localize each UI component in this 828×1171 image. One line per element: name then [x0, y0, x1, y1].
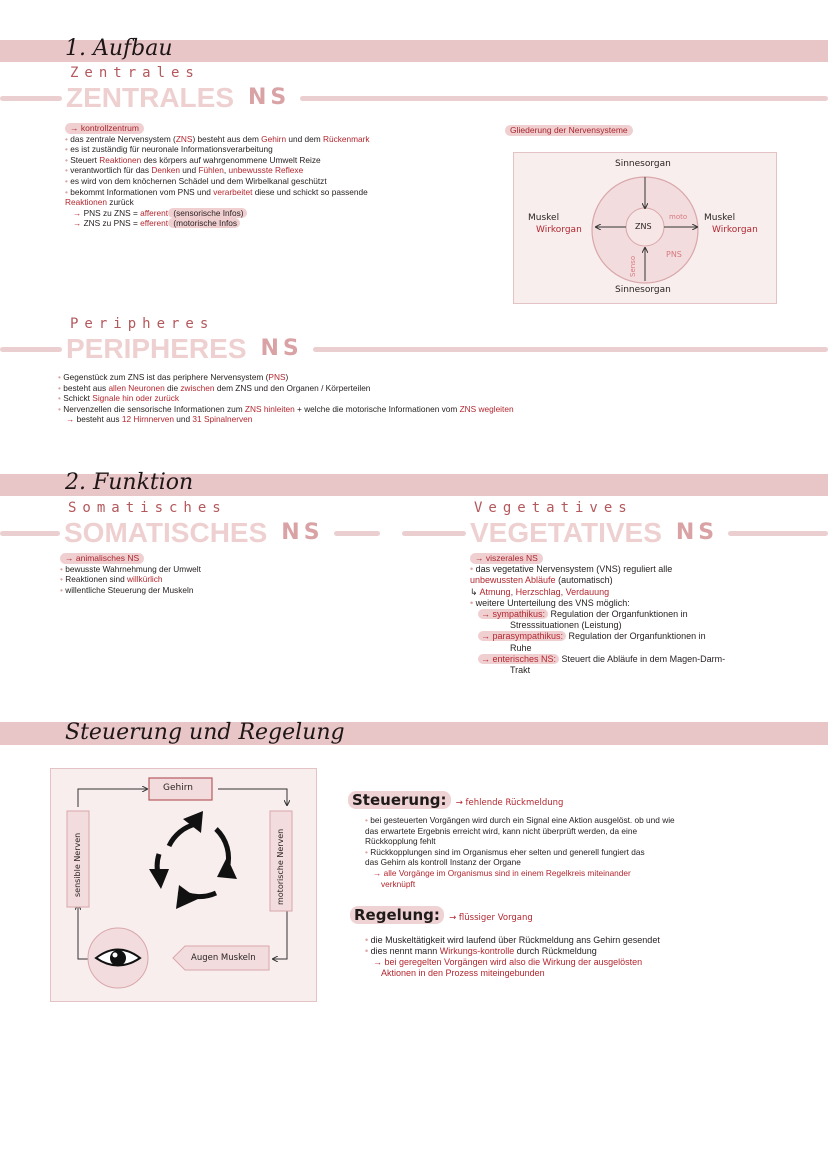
- note-line: [365, 957, 660, 968]
- bullet-icon: •: [58, 403, 64, 414]
- divider-line: [0, 96, 62, 101]
- highlighted-term: Fühlen: [198, 165, 224, 176]
- subheader-bg-text: ZENTRALES: [66, 82, 234, 113]
- note-line: [365, 879, 675, 890]
- zns-label: → kontrollzentrum: [65, 123, 144, 134]
- section-title-funktion: 2. Funktion: [65, 470, 194, 495]
- note-text: ): [285, 372, 289, 382]
- diagram-label-wirkorgan-right: Wirkorgan: [712, 225, 758, 235]
- vegetativ-notes: [470, 553, 725, 676]
- highlighted-term: → sympathikus:: [478, 609, 548, 619]
- note-line: [365, 815, 675, 826]
- bullet-icon: •: [65, 154, 71, 165]
- highlighted-term: 12 Hirnnerven: [121, 414, 174, 425]
- note-text: Steuert die Abläufe in dem Magen-Darm-: [559, 653, 726, 664]
- somatisch-label: → animalisches NS: [60, 553, 144, 564]
- divider-line: [0, 531, 60, 536]
- note-text: und dem: [286, 133, 323, 144]
- note-text: Trakt: [510, 665, 531, 676]
- note-line: [65, 208, 370, 219]
- diagram-label-sinnesorgan-top: Sinnesorgan: [615, 159, 671, 169]
- steuerung-heading: [348, 791, 563, 812]
- subheader-pns: [0, 316, 828, 366]
- highlighted-term: verarbeitet: [213, 186, 253, 197]
- highlighted-term: ZNS: [175, 133, 193, 144]
- note-line: [65, 144, 370, 155]
- diagram-label-senso: Senso: [629, 255, 637, 277]
- note-line: [470, 609, 725, 620]
- note-text: besteht aus: [76, 414, 122, 425]
- highlighted-term: verknüpft: [381, 878, 416, 889]
- diagram-label-sinnesorgan-bottom: Sinnesorgan: [615, 285, 671, 295]
- gliederung-title-wrap: [505, 125, 633, 136]
- bullet-icon: •: [365, 846, 371, 857]
- subheader-ns: NS: [675, 520, 719, 545]
- note-line: [365, 836, 675, 847]
- note-line: [60, 574, 201, 585]
- subheader-row: [402, 516, 828, 550]
- subheader-zns: [0, 65, 828, 115]
- highlighted-term: Wirkungs-kontrolle: [439, 946, 515, 956]
- note-text: Regulation der Organfunktionen in: [548, 609, 688, 620]
- regelung-title: Regelung:: [350, 906, 444, 924]
- vegetativ-label: → viszerales NS: [470, 553, 543, 564]
- note-line: [470, 564, 725, 575]
- gliederung-title: Gliederung der Nervensysteme: [505, 125, 633, 136]
- bullet-icon: •: [65, 165, 71, 176]
- bullet-icon: •: [365, 815, 371, 825]
- highlighted-term: zwischen: [180, 382, 215, 393]
- subheader-ns: NS: [281, 520, 324, 545]
- bullet-icon: •: [470, 597, 476, 608]
- note-text: ) besteht aus dem: [192, 133, 262, 144]
- diagram-label-wirkorgan-left: Wirkorgan: [536, 225, 582, 235]
- note-text: das zentrale Nervensystem (: [70, 133, 176, 144]
- highlighted-term: ZNS hinleiten: [244, 403, 295, 414]
- note-text: bewusste Wahrnehmung der Umwelt: [65, 563, 201, 574]
- note-line: [470, 575, 725, 586]
- highlighted-term: willkürlich: [127, 574, 163, 585]
- note-line: [65, 155, 370, 166]
- diagram-label-muskel-right: Muskel: [704, 213, 736, 223]
- note-line: [365, 935, 660, 946]
- note-text: Ruhe: [510, 642, 532, 653]
- note-line: [365, 847, 675, 858]
- note-line: [58, 372, 514, 383]
- node-motorische-nerven: motorische Nerven: [276, 828, 285, 905]
- bullet-icon: •: [65, 144, 71, 155]
- highlighted-term: 31 Spinalnerven: [192, 414, 253, 425]
- note-text: und: [173, 414, 193, 425]
- note-text: weitere Unterteilung des VNS möglich:: [475, 597, 630, 608]
- note-line: [58, 393, 514, 404]
- subheader-somatisch: [0, 500, 380, 550]
- note-line: [60, 564, 201, 575]
- subheader-ns: NS: [248, 85, 291, 110]
- note-text: Reaktionen sind: [65, 574, 128, 585]
- subheader-title: Peripheres: [70, 316, 215, 332]
- subheader-row: [0, 516, 380, 550]
- bullet-icon: •: [60, 574, 66, 585]
- subheader-bg-text: PERIPHERES: [66, 333, 247, 364]
- note-line: [65, 187, 370, 198]
- highlighted-term: →: [73, 218, 84, 229]
- pns-notes: [58, 372, 514, 425]
- note-text: zurück: [106, 197, 134, 208]
- divider-line: [728, 531, 828, 536]
- bullet-icon: •: [58, 382, 64, 393]
- note-text: (automatisch): [555, 575, 613, 586]
- note-line: [65, 165, 370, 176]
- bullet-icon: •: [65, 175, 71, 186]
- note-text: ↳: [470, 586, 480, 597]
- note-text: es wird von dem knöchernen Schädel und dem Wirbelkanal geschützt: [70, 175, 327, 186]
- note-text: die: [164, 382, 181, 393]
- note-line: [365, 946, 660, 957]
- divider-line: [402, 531, 466, 536]
- note-line: [470, 665, 725, 676]
- subheader-bg-text: SOMATISCHES: [64, 517, 268, 548]
- section-title-aufbau: 1. Aufbau: [65, 36, 173, 61]
- note-text: willentliche Steuerung der Muskeln: [65, 584, 194, 595]
- bullet-icon: •: [58, 393, 64, 404]
- note-text: dem ZNS und den Organen / Körperteilen: [214, 382, 371, 393]
- divider-line: [0, 347, 62, 352]
- highlighted-term: Reaktionen: [99, 154, 142, 165]
- highlighted-term: →: [73, 207, 84, 218]
- note-text: durch Rückmeldung: [514, 946, 597, 956]
- subheader-title: Zentrales: [70, 65, 200, 81]
- note-line: [365, 826, 675, 837]
- note-text: das Gehirn als kontroll Instanz der Organe: [365, 857, 521, 868]
- bullet-icon: •: [58, 372, 64, 382]
- note-text: Rückkopplung fehlt: [365, 836, 436, 847]
- note-text: Gegenstück zum ZNS ist das periphere Nervensystem (: [63, 372, 269, 382]
- note-line: [65, 134, 370, 145]
- note-line: [470, 631, 725, 642]
- note-line: [470, 654, 725, 665]
- zns-notes: [65, 123, 370, 229]
- diagram-label-zns: ZNS: [635, 222, 652, 231]
- subheader-row: [0, 332, 828, 366]
- highlighted-term: PNS: [268, 372, 286, 382]
- note-text: Nervenzellen die sensorische Informationen zum: [63, 403, 245, 414]
- subheader-bg-text: VEGETATIVES: [470, 517, 662, 548]
- highlighted-term: unbewussten Abläufe: [470, 575, 556, 586]
- somatisch-notes: [60, 553, 201, 595]
- subheader-title: Vegetatives: [474, 500, 633, 516]
- regelung-subtitle: → flüssiger Vorgang: [449, 913, 533, 923]
- bullet-icon: •: [470, 564, 476, 575]
- note-text: die Muskeltätigkeit wird laufend über Rückmeldung ans Gehirn gesendet: [370, 935, 660, 945]
- note-text: bei gesteuerten Vorgängen wird durch ein Signal eine Aktion ausgelöst. ob und wie: [370, 815, 675, 825]
- highlighted-term: Atmung, Herzschlag, Verdauung: [479, 586, 610, 597]
- note-text: verantwortlich für das: [70, 165, 152, 176]
- note-line: [470, 620, 725, 631]
- note-text: (sensorische Infos): [168, 208, 246, 218]
- note-text: und: [180, 165, 199, 176]
- section-title-steuerung-regelung: Steuerung und Regelung: [65, 720, 345, 745]
- steuerung-subtitle: → fehlende Rückmeldung: [455, 798, 564, 808]
- note-text: ,: [223, 165, 229, 176]
- note-line: [58, 414, 514, 425]
- diagram-label-muskel-left: Muskel: [528, 213, 560, 223]
- bullet-icon: •: [65, 186, 71, 197]
- diagram-label-pns: PNS: [666, 250, 682, 259]
- note-line: [365, 968, 660, 979]
- note-line: [65, 197, 370, 208]
- note-line: [470, 643, 725, 654]
- note-text: das erwartete Ergebnis erreicht wird, kann nicht überprüft werden, da eine: [365, 825, 638, 836]
- note-line: [470, 598, 725, 609]
- subheader-row: [0, 81, 828, 115]
- bullet-icon: •: [65, 133, 71, 144]
- note-text: dies nennt mann: [370, 946, 440, 956]
- note-text: + welche die motorische Informationen vom: [294, 403, 460, 414]
- highlighted-term: Signale hin oder zurück: [92, 393, 179, 404]
- subheader-vegetativ: [402, 500, 828, 550]
- note-text: Regulation der Organfunktionen in: [566, 631, 706, 642]
- note-text: Rückkopplungen sind im Organismus eher selten und generell fungiert das: [370, 846, 645, 857]
- regelung-heading: [350, 906, 533, 927]
- node-augen-muskeln: Augen Muskeln: [191, 953, 256, 963]
- bullet-icon: •: [60, 563, 66, 574]
- note-text: besteht aus: [63, 382, 109, 393]
- note-text: diese und schickt so passende: [252, 186, 368, 197]
- highlighted-term: allen Neuronen: [108, 382, 165, 393]
- note-text: ZNS zu PNS =: [83, 218, 141, 229]
- bullet-icon: •: [60, 584, 66, 595]
- divider-line: [334, 531, 380, 536]
- highlighted-term: afferent: [140, 207, 169, 218]
- highlighted-term: →: [66, 414, 77, 425]
- bullet-icon: •: [365, 946, 371, 956]
- steuerung-title: Steuerung:: [348, 791, 451, 809]
- note-line: [58, 404, 514, 415]
- note-text: (motorische Infos: [168, 218, 240, 228]
- highlighted-term: efferent: [140, 218, 169, 229]
- note-text: des körpers auf wahrgenommene Umwelt Reize: [141, 154, 321, 165]
- subheader-title: Somatisches: [68, 500, 227, 516]
- note-line: [60, 585, 201, 596]
- steuerung-notes: [365, 815, 675, 889]
- highlighted-term: → alle Vorgänge im Organismus sind in einem Regelkreis miteinander: [373, 867, 631, 878]
- regelkreis-diagram: [50, 768, 317, 1002]
- subheader-ns: NS: [260, 336, 303, 361]
- highlighted-term: Denken: [151, 165, 180, 176]
- note-text: PNS zu ZNS =: [83, 207, 141, 218]
- highlighted-term: Gehirn: [261, 133, 287, 144]
- bullet-icon: •: [365, 935, 371, 945]
- note-line: [58, 383, 514, 394]
- note-line: [365, 868, 675, 879]
- highlighted-term: → parasympathikus:: [478, 631, 566, 641]
- regelung-notes: [365, 935, 660, 979]
- note-line: [65, 218, 370, 229]
- note-text: Schickt: [63, 393, 93, 404]
- highlighted-term: Reaktionen: [65, 197, 107, 208]
- highlighted-term: → enterisches NS:: [478, 654, 559, 664]
- node-sensible-nerven: sensible Nerven: [73, 832, 82, 897]
- highlighted-term: Rückenmark: [322, 133, 370, 144]
- gliederung-diagram: [513, 152, 777, 304]
- highlighted-term: → bei geregelten Vorgängen wird also die Wirkung der ausgelösten: [373, 957, 643, 967]
- diagram-label-moto: moto: [669, 213, 688, 221]
- note-text: es ist zuständig für neuronale Informationsverarbeitung: [70, 144, 273, 155]
- note-text: das vegetative Nervensystem (VNS) reguliert alle: [475, 564, 673, 575]
- note-line: [470, 587, 725, 598]
- note-text: bekommt Informationen vom PNS und: [70, 186, 214, 197]
- highlighted-term: unbewusste Reflexe: [228, 165, 304, 176]
- divider-line: [313, 347, 828, 352]
- highlighted-term: ZNS wegleiten: [459, 403, 514, 414]
- divider-line: [300, 96, 828, 101]
- note-text: Stresssituationen (Leistung): [510, 620, 622, 631]
- note-line: [365, 857, 675, 868]
- highlighted-term: Aktionen in den Prozess miteingebunden: [381, 968, 545, 978]
- note-line: [65, 176, 370, 187]
- note-text: Steuert: [70, 154, 100, 165]
- node-gehirn: Gehirn: [163, 783, 193, 793]
